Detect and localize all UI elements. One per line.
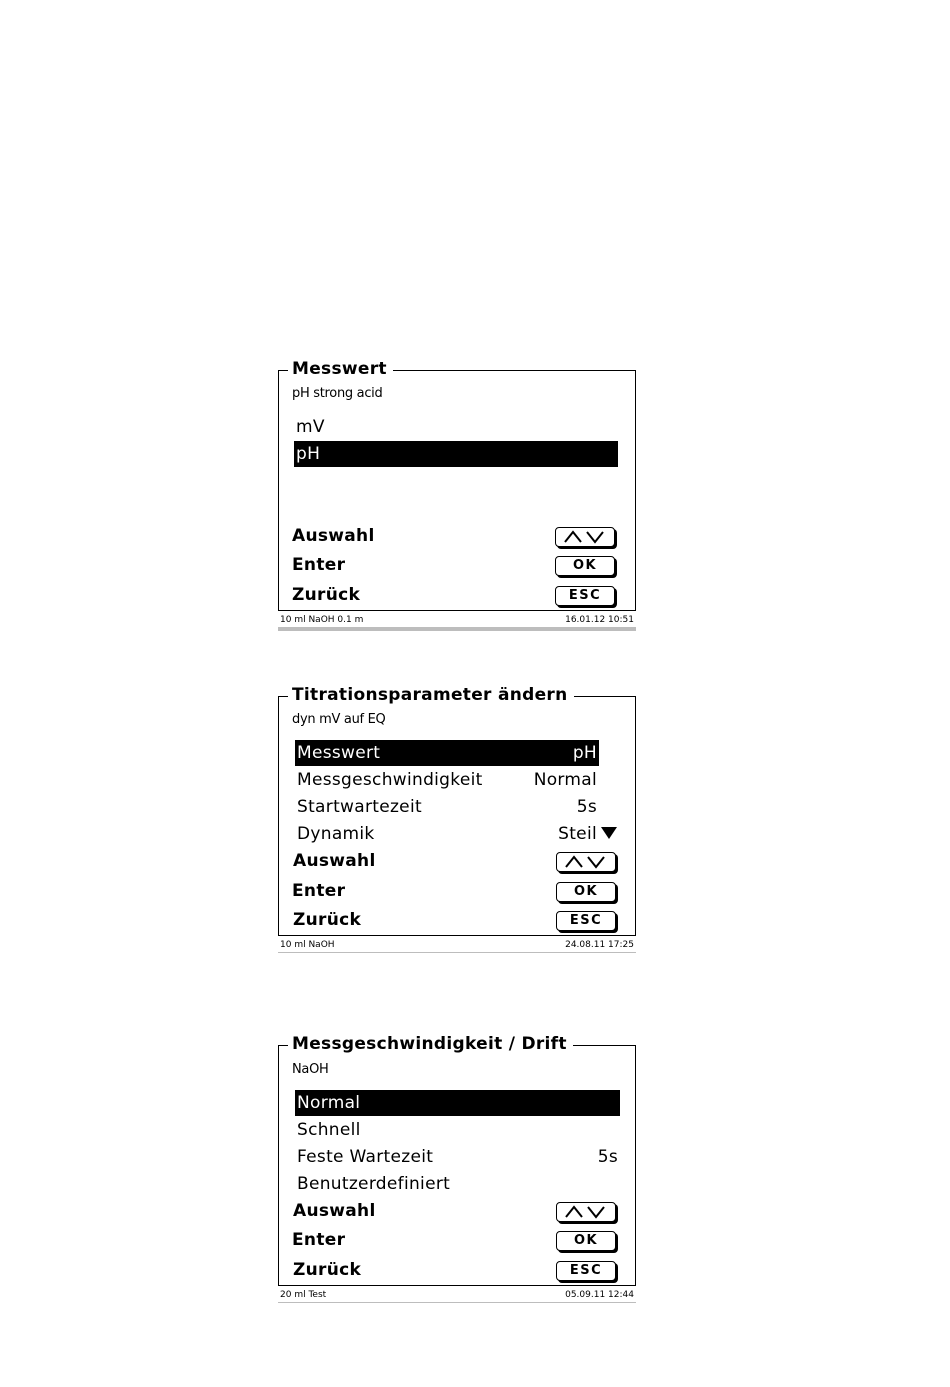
esc-key[interactable]: ESC [555, 586, 615, 606]
speed-option-feste-wartezeit[interactable] [295, 1144, 620, 1170]
esc-key[interactable]: ESC [556, 911, 616, 931]
screen-titrationsparameter [278, 685, 636, 954]
status-datetime: 16.01.12 10:51 [565, 615, 634, 625]
status-method: 10 ml NaOH 0.1 m [280, 615, 364, 625]
back-key-label: Zurück [293, 1260, 362, 1280]
up-down-arrows-icon [563, 530, 607, 544]
param-startwartezeit[interactable] [295, 794, 599, 820]
status-datetime: 24.08.11 17:25 [565, 940, 634, 950]
screen-title: Titrationsparameter ändern [288, 685, 574, 705]
option-label: Normal [297, 1093, 361, 1113]
param-value: pH [572, 743, 597, 763]
back-key-label: Zurück [292, 585, 361, 605]
select-key-label: Auswahl [293, 1201, 376, 1221]
status-rule [278, 952, 636, 953]
status-datetime: 05.09.11 12:44 [565, 1290, 634, 1300]
status-method: 10 ml NaOH [280, 940, 335, 950]
param-messgeschwindigkeit[interactable] [295, 767, 599, 793]
list-item-ph[interactable] [294, 441, 618, 467]
screen-messwert [278, 359, 636, 633]
back-key-label: Zurück [293, 910, 362, 930]
updown-key[interactable] [556, 1202, 616, 1222]
screen-title: Messwert [288, 359, 393, 379]
status-bar [278, 1288, 636, 1302]
param-dynamik[interactable] [295, 821, 619, 847]
status-rule [278, 1302, 636, 1303]
screen-subtitle: pH strong acid [292, 386, 383, 401]
param-value-wrap [558, 821, 617, 847]
select-key-label: Auswahl [293, 851, 376, 871]
status-rule [278, 627, 636, 631]
enter-key-label: Enter [292, 555, 346, 575]
enter-key-label: Enter [292, 1230, 346, 1250]
scroll-down-triangle-icon [601, 827, 617, 839]
screen-subtitle: NaOH [292, 1062, 329, 1077]
param-messwert[interactable] [295, 740, 599, 766]
screen-title: Messgeschwindigkeit / Drift [288, 1034, 573, 1054]
screen-subtitle: dyn mV auf EQ [292, 712, 386, 727]
updown-key[interactable] [556, 852, 616, 872]
ok-key[interactable]: OK [556, 882, 616, 902]
enter-key-label: Enter [292, 881, 346, 901]
up-down-arrows-icon [564, 1205, 608, 1219]
param-value: Normal [533, 770, 597, 790]
esc-key[interactable]: ESC [556, 1261, 616, 1281]
speed-option-schnell[interactable] [295, 1117, 620, 1143]
updown-key[interactable] [555, 527, 615, 547]
option-value: 5s [597, 1147, 618, 1167]
param-label: Messwert [297, 743, 381, 763]
param-value: 5s [576, 797, 597, 817]
screen-messgeschwindigkeit [278, 1034, 636, 1305]
option-label: Feste Wartezeit [297, 1147, 434, 1167]
ok-key[interactable]: OK [555, 556, 615, 576]
status-bar [278, 938, 636, 952]
option-label: Benutzerdefiniert [297, 1174, 451, 1194]
select-key-label: Auswahl [292, 526, 375, 546]
speed-option-benutzerdefiniert[interactable] [295, 1171, 620, 1197]
up-down-arrows-icon [564, 855, 608, 869]
list-item-mv[interactable] [294, 414, 618, 440]
status-method: 20 ml Test [280, 1290, 327, 1300]
ok-key[interactable]: OK [556, 1231, 616, 1251]
status-bar [278, 613, 636, 627]
speed-option-normal[interactable] [295, 1090, 620, 1116]
list-item-label: pH [296, 444, 321, 464]
param-label: Dynamik [297, 824, 375, 844]
option-label: Schnell [297, 1120, 361, 1140]
param-label: Startwartezeit [297, 797, 422, 817]
param-value: Steil [558, 824, 597, 844]
param-label: Messgeschwindigkeit [297, 770, 483, 790]
list-item-label: mV [296, 417, 325, 437]
